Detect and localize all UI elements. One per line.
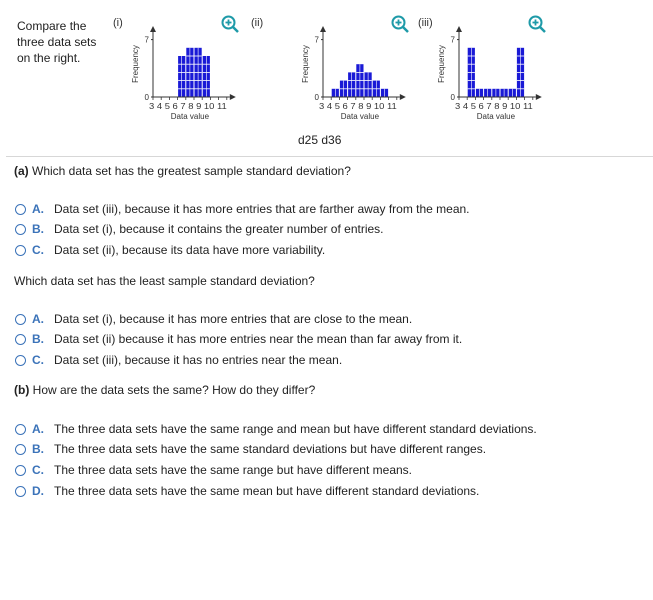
radio-button[interactable]: [15, 314, 26, 325]
y-tick-label: 7: [450, 35, 455, 45]
question-b: [14, 383, 315, 397]
x-tick-labels: 3 4 5 6 7 8 9 10 11: [149, 102, 228, 111]
y-tick-label: 7: [314, 35, 319, 45]
y-axis-arrow: [320, 26, 326, 32]
option-letter: A.: [32, 422, 44, 436]
y-axis-arrow: [456, 26, 462, 32]
codes-text: d25 d36: [298, 133, 342, 147]
option-c3[interactable]: [15, 462, 412, 478]
radio-button[interactable]: [15, 444, 26, 455]
option-c1[interactable]: [15, 421, 537, 437]
x-tick-labels: 3 4 5 6 7 8 9 10 11: [455, 102, 534, 111]
histogram-svg: [300, 22, 410, 130]
option-letter: A.: [32, 202, 44, 216]
histogram-ii: [300, 22, 410, 133]
y-axis-arrow: [150, 26, 156, 32]
y-axis-label: Frequency: [301, 45, 310, 83]
x-axis-label: Data value: [170, 112, 210, 121]
x-axis-label: Data value: [340, 112, 380, 121]
y-tick-label: 0: [144, 93, 149, 102]
radio-button[interactable]: [15, 224, 26, 235]
option-letter: B.: [32, 222, 44, 236]
intro-line-1: Compare the: [17, 19, 87, 33]
y-axis-label: Frequency: [131, 45, 140, 83]
option-text: Data set (i), because it contains the greater number of entries.: [54, 222, 384, 236]
option-letter: C.: [32, 463, 44, 477]
option-c2[interactable]: [15, 441, 486, 457]
option-text: Data set (iii), because it has no entries near the mean.: [54, 353, 343, 367]
option-c4[interactable]: [15, 483, 479, 499]
divider: [6, 156, 653, 157]
option-b3[interactable]: [15, 352, 342, 368]
x-axis-arrow: [536, 94, 542, 100]
option-a3[interactable]: [15, 242, 325, 258]
option-letter: B.: [32, 442, 44, 456]
option-letter: A.: [32, 312, 44, 326]
question-a-prefix: (a): [14, 164, 29, 178]
question-a: [14, 164, 351, 178]
panel-label-iii: (iii): [418, 17, 433, 29]
panel-label-i: (i): [113, 17, 123, 29]
option-text: Data set (ii) because it has more entries near the mean than far away from it.: [54, 332, 463, 346]
option-b2[interactable]: [15, 331, 462, 347]
intro-line-2: three data sets: [17, 35, 97, 49]
radio-button[interactable]: [15, 334, 26, 345]
radio-button[interactable]: [15, 424, 26, 435]
option-letter: C.: [32, 353, 44, 367]
radio-button[interactable]: [15, 486, 26, 497]
y-tick-label: 0: [314, 93, 319, 102]
y-tick-label: 7: [144, 35, 149, 45]
panel-label-ii: (ii): [251, 17, 264, 29]
option-letter: D.: [32, 484, 44, 498]
question-b-text: How are the data sets the same? How do they differ?: [29, 383, 316, 397]
option-a1[interactable]: [15, 201, 470, 217]
question-a-text: Which data set has the greatest sample standard deviation?: [28, 164, 351, 178]
option-letter: C.: [32, 243, 44, 257]
x-axis-arrow: [230, 94, 236, 100]
option-letter: B.: [32, 332, 44, 346]
y-axis-label: Frequency: [437, 45, 446, 83]
histogram-svg: [436, 22, 546, 130]
radio-button[interactable]: [15, 355, 26, 366]
intro-line-3: on the right.: [17, 51, 81, 65]
x-axis-arrow: [400, 94, 406, 100]
radio-button[interactable]: [15, 204, 26, 215]
option-text: The three data sets have the same standard deviations but have different ranges.: [54, 442, 487, 456]
histogram-iii: [436, 22, 546, 133]
x-tick-labels: 3 4 5 6 7 8 9 10 11: [319, 102, 398, 111]
option-text: The three data sets have the same mean but have different standard deviations.: [54, 484, 480, 498]
question-b-prefix: (b): [14, 383, 30, 397]
intro-text: [17, 18, 117, 66]
histogram-svg: [130, 22, 240, 130]
radio-button[interactable]: [15, 245, 26, 256]
option-a2[interactable]: [15, 221, 384, 237]
x-axis-label: Data value: [476, 112, 516, 121]
question-least: Which data set has the least sample standard deviation?: [14, 274, 315, 288]
option-text: Data set (iii), because it has more entries that are farther away from the mean.: [54, 202, 470, 216]
option-text: Data set (ii), because its data have more variability.: [54, 243, 326, 257]
histogram-i: [130, 22, 240, 133]
option-b1[interactable]: [15, 311, 412, 327]
radio-button[interactable]: [15, 465, 26, 476]
option-text: The three data sets have the same range and mean but have different standard deviations.: [54, 422, 537, 436]
y-tick-label: 0: [450, 93, 455, 102]
option-text: The three data sets have the same range but have different means.: [54, 463, 413, 477]
option-text: Data set (i), because it has more entries that are close to the mean.: [54, 312, 413, 326]
